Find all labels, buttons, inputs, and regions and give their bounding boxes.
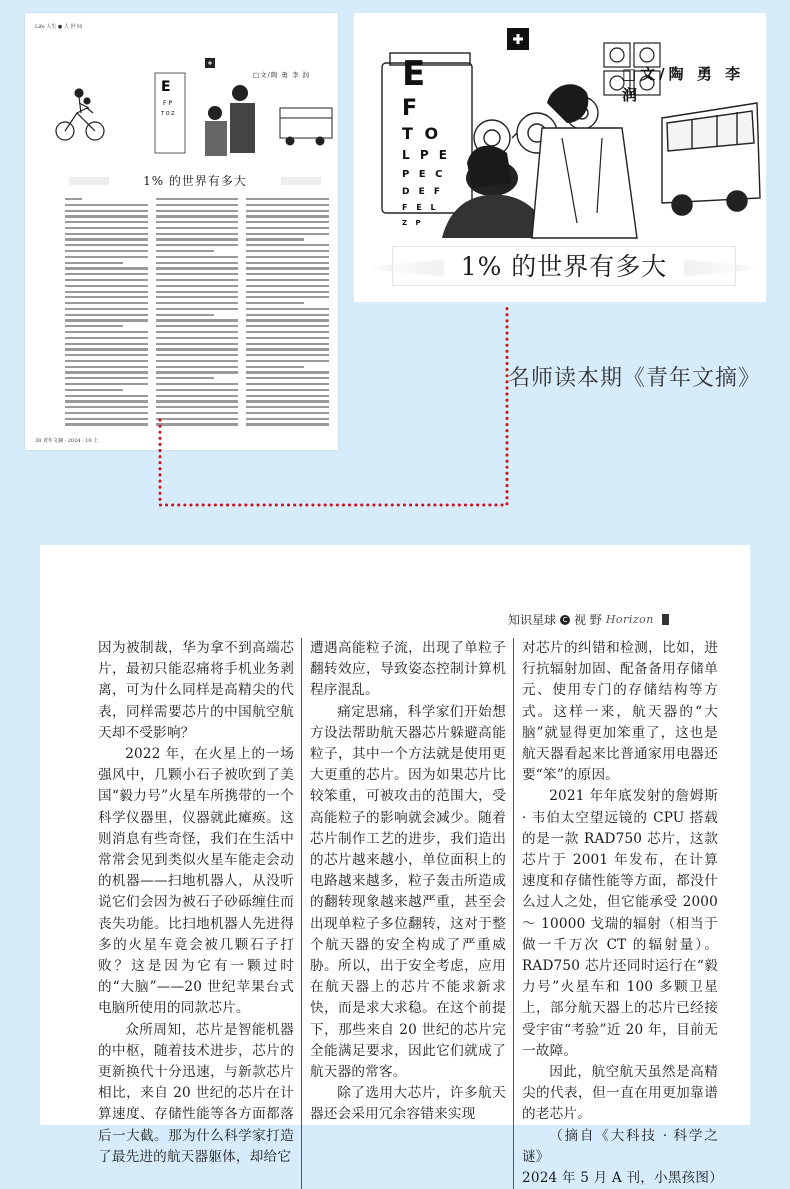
- placeholder-text-line: [246, 331, 329, 333]
- placeholder-text-line: [246, 348, 329, 350]
- eye-chart-row: F E L: [402, 203, 439, 212]
- placeholder-text-line: [246, 412, 329, 414]
- placeholder-text-line: [246, 319, 329, 321]
- placeholder-text-line: [246, 337, 329, 339]
- placeholder-text-line: [246, 377, 329, 379]
- placeholder-text-line: [65, 302, 148, 304]
- magazine-page-thumbnail: [25, 13, 338, 450]
- placeholder-text-line: [156, 389, 239, 391]
- placeholder-text-line: [65, 267, 148, 269]
- placeholder-text-line: [156, 279, 239, 281]
- placeholder-text-line: [65, 325, 123, 327]
- caption-text: 名师读本期《青年文摘》: [508, 366, 762, 391]
- placeholder-text-line: [246, 302, 304, 304]
- placeholder-text-line: [246, 227, 329, 229]
- placeholder-text-line: [65, 423, 148, 425]
- placeholder-text-line: [65, 296, 148, 298]
- placeholder-text-line: [156, 198, 239, 200]
- placeholder-text-line: [156, 360, 239, 362]
- folio-block-icon: [662, 614, 669, 625]
- eye-chart-row: F: [402, 96, 421, 121]
- placeholder-text-line: [246, 354, 329, 356]
- placeholder-text-line: [156, 215, 239, 217]
- article-column-1: [98, 638, 301, 1189]
- placeholder-text-line: [65, 273, 148, 275]
- placeholder-text-line: [156, 366, 239, 368]
- placeholder-text-line: [156, 238, 239, 240]
- placeholder-text-line: [156, 331, 239, 333]
- placeholder-text-line: [246, 238, 304, 240]
- placeholder-text-line: [65, 210, 148, 212]
- article-column-2: [301, 638, 513, 1189]
- placeholder-text-line: [65, 244, 148, 246]
- placeholder-text-line: [246, 418, 329, 420]
- placeholder-text-line: [65, 319, 148, 321]
- placeholder-text-line: [156, 423, 239, 425]
- placeholder-text-line: [65, 256, 148, 258]
- placeholder-text-line: [156, 383, 239, 385]
- placeholder-text-line: [156, 314, 214, 316]
- placeholder-text-line: [156, 233, 239, 235]
- article-page: [40, 545, 750, 1187]
- placeholder-text-line: [65, 343, 148, 345]
- placeholder-text-line: [156, 319, 239, 321]
- placeholder-text-line: [246, 221, 329, 223]
- placeholder-text-line: [246, 389, 329, 391]
- placeholder-text-line: [65, 331, 148, 333]
- placeholder-text-line: [246, 215, 329, 217]
- section-circle-icon: C: [560, 615, 570, 625]
- placeholder-text-line: [65, 215, 148, 217]
- eye-chart-row: P E C: [402, 169, 446, 180]
- placeholder-text-line: [65, 412, 148, 414]
- placeholder-text-line: [246, 267, 329, 269]
- placeholder-text-line: [156, 343, 239, 345]
- placeholder-text-line: [65, 238, 148, 240]
- article-paragraph: 痛定思痛，科学家们开始想方设法帮助航天器芯片躲避高能粒子，其中一个方法就是使用更大更重的芯片。因为如果芯片比较笨重，可被攻击的范围大，受高能粒子的影响就会减少。随着芯片制作工艺的进步，我们造出的芯片越来越小，单位面积上的电路越来越多，粒子轰击所造成的翻转现象越来越严重，甚至会出现单粒子多位翻转，这对于整个航天器的安全构成了严重威胁。所以，出于安全考虑，应用在航天器上的芯片不能求新求快，而是求大求稳。在这个前提下，那些来自 20 世纪的芯片完全能满足要求，因此它们就成了航天器的常客。: [310, 703, 506, 1081]
- placeholder-text-line: [65, 221, 148, 223]
- placeholder-text-line: [65, 227, 148, 229]
- placeholder-text-line: [65, 233, 148, 235]
- placeholder-text-line: [246, 371, 329, 373]
- article-paragraph: （摘自《大科技 · 科学之谜》: [522, 1127, 718, 1165]
- placeholder-text-line: [65, 250, 148, 252]
- placeholder-text-line: [246, 366, 304, 368]
- svg-text:T O Z: T O Z: [161, 111, 175, 117]
- enlarged-header-detail: [354, 13, 766, 302]
- placeholder-text-line: [156, 395, 239, 397]
- running-head: [508, 611, 669, 628]
- placeholder-text-line: [65, 360, 148, 362]
- placeholder-text-line: [246, 273, 329, 275]
- svg-text:F P: F P: [163, 100, 172, 107]
- small-column: [246, 198, 329, 433]
- placeholder-text-line: [246, 406, 329, 408]
- placeholder-text-line: [156, 325, 239, 327]
- article-paragraph: 除了选用大芯片，许多航天器还会采用冗余容错来实现: [310, 1085, 506, 1123]
- placeholder-text-line: [156, 302, 239, 304]
- placeholder-text-line: [65, 366, 148, 368]
- placeholder-text-line: [246, 204, 329, 206]
- small-column: [156, 198, 239, 433]
- placeholder-text-line: [156, 244, 239, 246]
- small-byline: □文/陶 勇 李 润: [253, 71, 311, 79]
- article-title: 1% 的世界有多大: [460, 252, 668, 281]
- placeholder-text-line: [246, 343, 329, 345]
- svg-text:E: E: [161, 79, 171, 95]
- article-paragraph: 遭遇高能粒子流，出现了单粒子翻转效应，导致姿态控制计算机程序混乱。: [310, 640, 506, 699]
- placeholder-text-line: [65, 371, 148, 373]
- placeholder-text-line: [65, 285, 148, 287]
- placeholder-text-line: [65, 418, 148, 420]
- placeholder-text-line: [65, 262, 123, 264]
- small-folio: 38 青年文摘 · 2024 · 10 上: [35, 438, 99, 444]
- small-eye-exam-illustration: [55, 53, 335, 158]
- placeholder-text-line: [246, 233, 329, 235]
- placeholder-text-line: [156, 406, 239, 408]
- placeholder-text-line: [246, 308, 329, 310]
- placeholder-text-line: [65, 291, 148, 293]
- placeholder-text-line: [156, 337, 239, 339]
- article-columns: [98, 638, 724, 1189]
- placeholder-text-line: [156, 250, 214, 252]
- eye-chart-row: E: [402, 54, 429, 94]
- placeholder-text-line: [246, 383, 329, 385]
- placeholder-text-line: [246, 423, 329, 425]
- small-column: [65, 198, 148, 433]
- article-paragraph: 2022 年，在火星上的一场强风中，几颗小石子被吹到了美国“毅力号”火星车所携带的一个科学仪器里，仪器就此瘫痪。这则消息有些奇怪，我们在生活中常常会见到类似火星车能走会动的机器——扫地机器人，从没听说它们会因为被石子砂砾缠住而丧失功能。比扫地机器人先进得多的火星车竟会被几颗石子打败？这是因为它有一颗过时的“大脑”——20 世纪苹果台式电脑所使用的同款芯片。: [98, 746, 294, 1017]
- placeholder-text-line: [156, 210, 239, 212]
- small-title: 1% 的世界有多大: [115, 168, 275, 194]
- placeholder-text-line: [156, 354, 239, 356]
- placeholder-text-line: [65, 383, 148, 385]
- placeholder-text-line: [246, 198, 329, 200]
- placeholder-text-line: [246, 400, 329, 402]
- article-paragraph: 因此，航空航天虽然是高精尖的代表，但一直在用更加靠谱的老芯片。: [522, 1064, 718, 1123]
- placeholder-text-line: [65, 400, 148, 402]
- placeholder-text-line: [156, 400, 239, 402]
- placeholder-text-line: [156, 262, 239, 264]
- byline: □文/陶 勇 李 润: [622, 65, 745, 104]
- article-paragraph: 因为被制裁，华为拿不到高端芯片，最初只能忍痛将手机业务剥离，可为什么同样是高精尖的代表，同样需要芯片的中国航空航天却不受影响？: [98, 640, 294, 741]
- placeholder-text-line: [246, 285, 329, 287]
- placeholder-text-line: [156, 348, 239, 350]
- placeholder-text-line: [246, 314, 329, 316]
- section-name: 知识星球: [508, 613, 557, 627]
- placeholder-text-line: [246, 291, 329, 293]
- small-running-head: Life 人生 ● 人 世 间: [35, 24, 83, 30]
- placeholder-text-line: [156, 308, 239, 310]
- placeholder-text-line: [65, 198, 82, 200]
- eye-chart-row: L P E: [402, 148, 450, 162]
- placeholder-text-line: [156, 296, 239, 298]
- placeholder-text-line: [246, 360, 329, 362]
- placeholder-text-line: [65, 279, 148, 281]
- placeholder-text-line: [65, 354, 148, 356]
- eye-exam-illustration: [372, 23, 762, 238]
- placeholder-text-line: [65, 348, 148, 350]
- article-paragraph: 对芯片的纠错和检测，比如，进行抗辐射加固、配备备用存储单元、使用专门的存储结构等方式。这样一来，航天器的“大脑”就显得更加笨重了，这也是航天器看起来比普通家用电器还要“笨”的原因。: [522, 640, 718, 784]
- placeholder-text-line: [156, 377, 214, 379]
- placeholder-text-line: [246, 395, 329, 397]
- placeholder-text-line: [246, 262, 329, 264]
- placeholder-text-line: [246, 250, 329, 252]
- placeholder-text-line: [246, 279, 329, 281]
- placeholder-text-line: [65, 314, 148, 316]
- placeholder-text-line: [246, 325, 329, 327]
- placeholder-text-line: [156, 267, 239, 269]
- column-name: 视 野: [574, 613, 602, 627]
- placeholder-text-line: [156, 371, 239, 373]
- placeholder-text-line: [246, 256, 329, 258]
- placeholder-text-line: [156, 221, 239, 223]
- title-banner: [374, 241, 754, 291]
- article-paragraph: 众所周知，芯片是智能机器的中枢，随着技术进步，芯片的更新换代十分迅速，与新款芯片相比，来自 20 世纪的芯片在计算速度、存储性能等各方面都落后一大截。那为什么科学家打造了最先进的航天器躯体，却给它: [98, 1021, 294, 1165]
- eye-chart-row: D E F: [402, 187, 444, 197]
- placeholder-text-line: [246, 244, 329, 246]
- placeholder-text-line: [156, 285, 239, 287]
- placeholder-text-line: [65, 308, 148, 310]
- eye-chart: [402, 54, 450, 227]
- article-paragraph: 2021 年年底发射的詹姆斯 · 韦伯太空望远镜的 CPU 搭载的是一款 RAD750 芯片，这款芯片于 2001 年发布，在计算速度和存储性能等方面，都没什么过人之处，但它能承受 2000 ～ 10000 戈瑞的辐射（相当于做一千万次 CT 的辐射量）。RAD750 芯片还同时运行在“毅力号”火星车和 100 多颗卫星上，部分航天器上的芯片已经接受宇宙“考验”近 20 年，目前无一故障。: [522, 788, 718, 1059]
- placeholder-text-line: [156, 412, 239, 414]
- small-text-columns: [65, 198, 329, 433]
- placeholder-text-line: [65, 395, 148, 397]
- placeholder-text-line: [156, 256, 239, 258]
- placeholder-text-line: [246, 296, 329, 298]
- placeholder-text-line: [156, 204, 239, 206]
- eye-chart-row: Z P: [402, 219, 424, 227]
- placeholder-text-line: [65, 377, 148, 379]
- article-column-3: [513, 638, 724, 1189]
- placeholder-text-line: [65, 337, 148, 339]
- article-paragraph: 2024 年 5 月 A 刊，小黑孩图）: [522, 1170, 724, 1187]
- placeholder-text-line: [156, 273, 239, 275]
- placeholder-text-line: [156, 418, 239, 420]
- placeholder-text-line: [156, 291, 239, 293]
- placeholder-text-line: [156, 227, 239, 229]
- placeholder-text-line: [65, 204, 148, 206]
- placeholder-text-line: [246, 210, 329, 212]
- placeholder-text-line: [65, 389, 123, 391]
- eye-chart-row: T O: [402, 124, 442, 143]
- column-script: Horizon: [605, 613, 654, 626]
- placeholder-text-line: [65, 406, 148, 408]
